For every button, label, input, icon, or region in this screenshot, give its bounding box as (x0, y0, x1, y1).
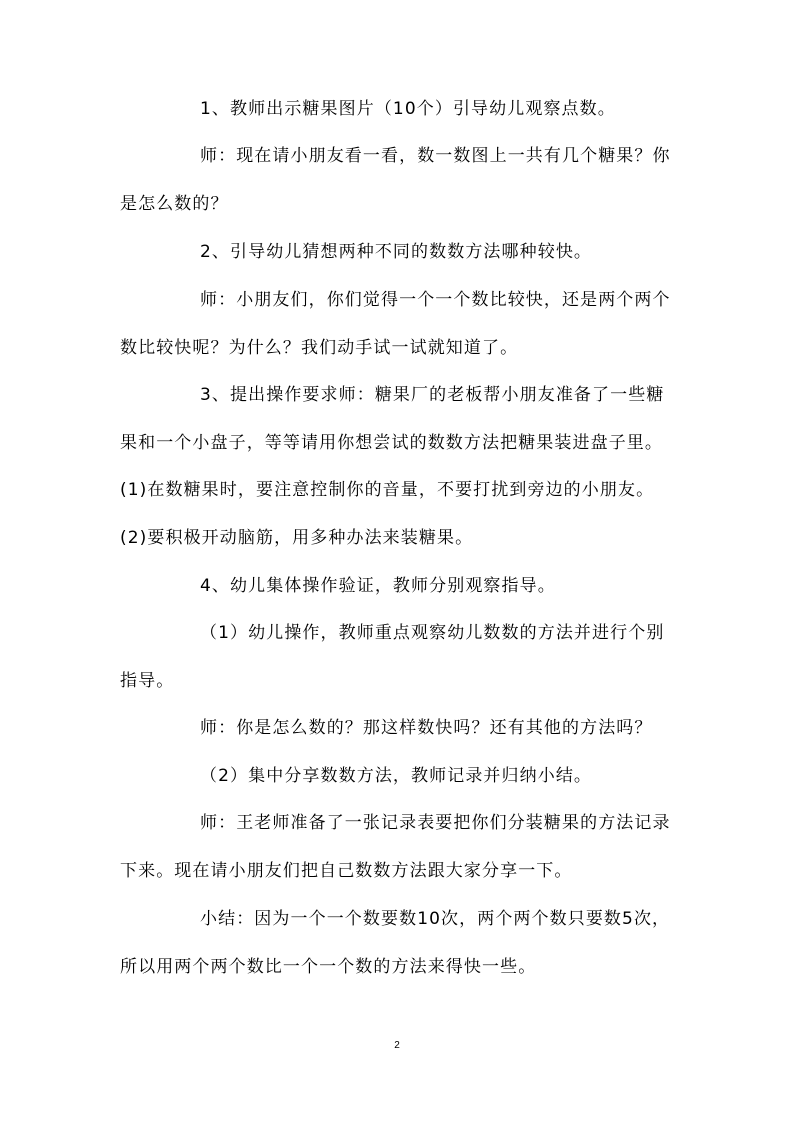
page-number: 2 (394, 1040, 400, 1051)
paragraph-substep-1: （1）幼儿操作，教师重点观察幼儿数数的方法并进行个别指导。 (120, 623, 665, 691)
paragraph-step-2: 2、引导幼儿猜想两种不同的数数方法哪种较快。 (200, 242, 593, 262)
paragraph-teacher-question-1: 师：现在请小朋友看一看，数一数图上一共有几个糖果？你是怎么数的？ (120, 146, 671, 214)
paragraph-requirements: (1)在数糖果时，要注意控制你的音量，不要打扰到旁边的小朋友。(2)要积极开动脑筋，用多种办法来装糖果。 (120, 480, 655, 548)
paragraph-teacher-record: 师：王老师准备了一张记录表要把你们分装糖果的方法记录下来。现在请小朋友们把自己数数方法跟大家分享一下。 (120, 813, 671, 881)
paragraph-substep-2: （2）集中分享数数方法，教师记录并归纳小结。 (200, 766, 593, 786)
paragraph-step-3: 3、提出操作要求师：糖果厂的老板帮小朋友准备了一些糖果和一个小盘子，等等请用你想尝试的数数方法把糖果装进盘子里。 (120, 385, 665, 453)
paragraph-step-4: 4、幼儿集体操作验证，教师分别观察指导。 (200, 576, 556, 596)
paragraph-step-1: 1、教师出示糖果图片（10个）引导幼儿观察点数。 (200, 99, 616, 119)
paragraph-teacher-question-3: 师：你是怎么数的？那这样数快吗？还有其他的方法吗？ (200, 718, 653, 738)
paragraph-summary: 小结：因为一个一个数要数10次，两个两个数只要数5次，所以用两个两个数比一个一个数的方法来得快一些。 (120, 909, 671, 977)
paragraph-teacher-question-2: 师：小朋友们，你们觉得一个一个数比较快，还是两个两个数比较快呢？为什么？我们动手试一试就知道了。 (120, 290, 671, 358)
